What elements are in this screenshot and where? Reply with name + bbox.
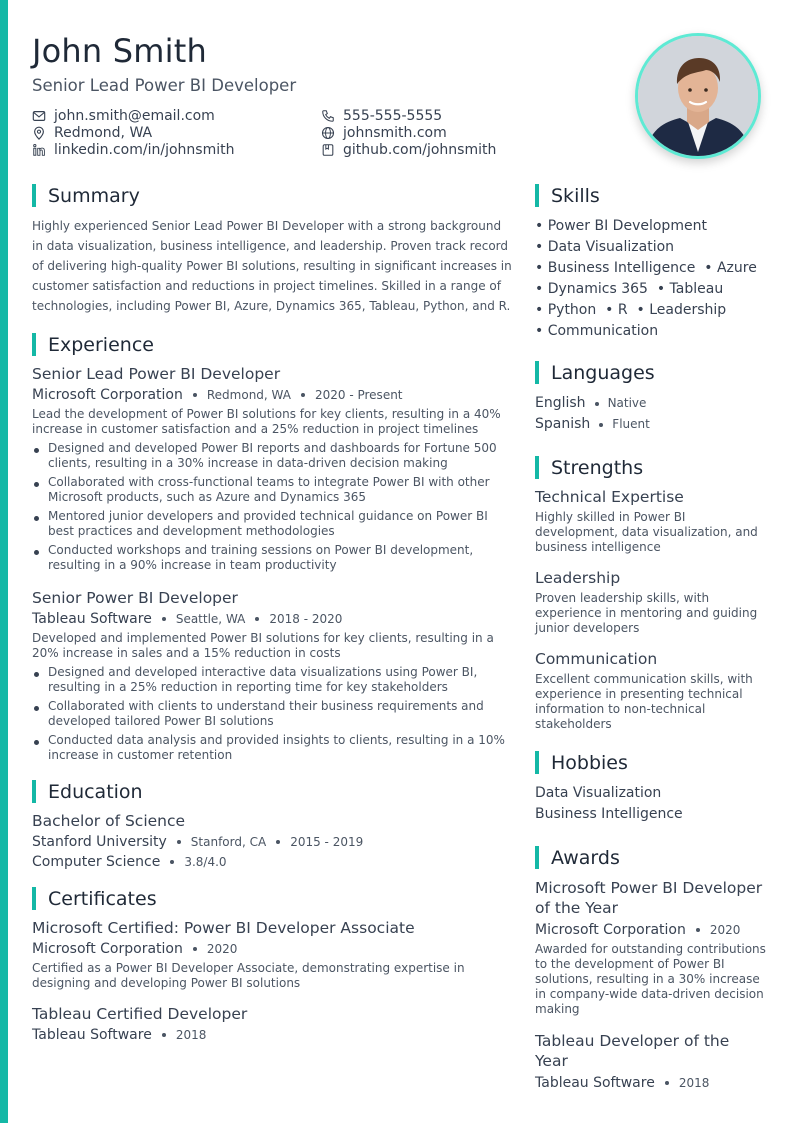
skill-item: R (617, 302, 628, 318)
summary-section (32, 183, 512, 316)
contact-phone[interactable] (321, 108, 442, 124)
certificate-issuer: Tableau Software (32, 1027, 152, 1043)
separator-dot (599, 423, 603, 427)
certificate-meta (32, 1027, 512, 1043)
job-location: Seattle, WA (175, 612, 246, 626)
section-heading (32, 779, 512, 804)
job-company: Microsoft Corporation (32, 387, 183, 403)
job-company: Tableau Software (32, 611, 152, 627)
certificate-year: 2018 (175, 1028, 207, 1042)
award-year: 2018 (678, 1076, 710, 1090)
award-meta (535, 1075, 767, 1091)
hobbies-section (535, 750, 767, 825)
profile-photo-illustration (638, 36, 758, 156)
job-title: Senior Lead Power BI Developer (32, 365, 281, 383)
language-item (535, 414, 767, 435)
education-meta (32, 834, 512, 850)
skills-line: • Communication (535, 323, 659, 339)
strength-description: Highly skilled in Power BI development, data visualization, and business intelligence (535, 510, 758, 554)
experience-heading: Experience (48, 333, 154, 356)
profile-photo (635, 33, 761, 159)
certificate-description: Certified as a Power BI Developer Associate, demonstrating expertise in designing and developing Power BI solutions (32, 961, 465, 990)
education-heading: Education (48, 780, 143, 803)
hobby-item: Business Intelligence (535, 806, 683, 822)
skill-item: Communication (547, 323, 659, 339)
job-bullet: Conducted workshops and training sessions on Power BI development, resulting in a 90% increase in team productivity (32, 543, 512, 573)
separator-dot (301, 393, 305, 397)
job-entry (32, 365, 512, 573)
job-meta (32, 611, 512, 627)
contact-location-text: Redmond, WA (54, 125, 153, 141)
separator-dot (696, 928, 700, 932)
separator-dot (276, 840, 280, 844)
awards-section (535, 845, 767, 1091)
contact-github[interactable] (321, 142, 496, 158)
skill-item: Data Visualization (547, 239, 675, 255)
skill-item: Python (547, 302, 597, 318)
job-entry (32, 589, 512, 763)
sidebar-column (535, 183, 767, 1095)
section-heading (535, 183, 767, 208)
candidate-name: John Smith (32, 32, 207, 70)
education-dates: 2015 - 2019 (290, 835, 364, 849)
job-description: Lead the development of Power BI solutions for key clients, resulting in a 40% increase in customer satisfaction and a 25% reduction in project timelines (32, 407, 501, 436)
section-heading (535, 455, 767, 480)
contact-linkedin[interactable] (32, 142, 234, 158)
award-issuer: Microsoft Corporation (535, 922, 686, 938)
contact-email-text: john.smith@email.com (54, 108, 215, 124)
award-title: Microsoft Power BI Developer of the Year (535, 879, 763, 917)
certificate-title: Tableau Certified Developer (32, 1005, 248, 1023)
github-icon (321, 143, 335, 157)
heading-accent (535, 361, 539, 384)
gpa: 3.8/4.0 (184, 855, 227, 869)
heading-accent (32, 780, 36, 803)
certificate-issuer: Microsoft Corporation (32, 941, 183, 957)
award-description: Awarded for outstanding contributions to the development of Power BI solutions, resulting in a 30% increase in company-wide data-driven decision making (535, 942, 766, 1016)
heading-accent (32, 333, 36, 356)
skill-item: Business Intelligence (547, 260, 696, 276)
mail-icon (32, 109, 46, 123)
separator-dot (162, 617, 166, 621)
strengths-section (535, 455, 767, 732)
contact-github-text: github.com/johnsmith (343, 142, 497, 158)
skills-section (535, 183, 767, 342)
skills-line: • Dynamics 365 • Tableau (535, 281, 724, 297)
heading-accent (535, 184, 539, 207)
skills-line: • Business Intelligence • Azure (535, 260, 757, 276)
awards-heading: Awards (551, 846, 620, 869)
certificates-section (32, 886, 512, 1043)
section-heading (32, 183, 512, 208)
field-of-study: Computer Science (32, 854, 161, 870)
separator-dot (170, 860, 174, 864)
job-bullets (32, 441, 512, 573)
language-level: Fluent (612, 417, 650, 431)
job-bullet: Designed and developed interactive data visualizations using Power BI, resulting in a 25% reduction in reporting time for key stakeholders (32, 665, 512, 695)
strength-title: Technical Expertise (535, 488, 684, 506)
skill-item: Leadership (649, 302, 727, 318)
job-bullets (32, 665, 512, 763)
skill-item: Azure (716, 260, 757, 276)
heading-accent (32, 184, 36, 207)
separator-dot (193, 947, 197, 951)
award-entry (535, 878, 767, 1017)
job-bullet: Collaborated with cross-functional teams to integrate Power BI with other Microsoft products, such as Azure and Dynamics 365 (32, 475, 512, 505)
heading-accent (32, 887, 36, 910)
skills-line: • Python • R • Leadership (535, 302, 727, 318)
award-year: 2020 (709, 923, 741, 937)
linkedin-icon (32, 143, 46, 157)
heading-accent (535, 456, 539, 479)
skill-item: Power BI Development (547, 218, 707, 234)
languages-heading: Languages (551, 361, 655, 384)
contact-email[interactable] (32, 108, 215, 124)
language-item (535, 393, 767, 414)
education-field-meta (32, 854, 512, 870)
hobby-item: Data Visualization (535, 785, 662, 801)
certificate-entry (32, 919, 512, 991)
strength-description: Proven leadership skills, with experience in mentoring and guiding junior developers (535, 591, 758, 635)
contact-website-text: johnsmith.com (343, 125, 447, 141)
language-level: Native (607, 396, 647, 410)
summary-heading: Summary (48, 184, 140, 207)
contact-location (32, 125, 152, 141)
certificate-year: 2020 (206, 942, 238, 956)
job-bullet: Collaborated with clients to understand their business requirements and developed tailored Power BI solutions (32, 699, 512, 729)
strength-item (535, 488, 767, 555)
award-entry (535, 1031, 767, 1091)
section-heading (535, 750, 767, 775)
language-name: English (535, 395, 586, 411)
main-column (32, 183, 512, 1047)
job-title: Senior Power BI Developer (32, 589, 238, 607)
award-meta (535, 922, 767, 938)
contact-phone-text: 555-555-5555 (343, 108, 443, 124)
skill-item: Tableau (669, 281, 724, 297)
languages-section (535, 360, 767, 435)
section-heading (32, 886, 512, 911)
experience-section (32, 332, 512, 763)
school-name: Stanford University (32, 834, 167, 850)
skills-heading: Skills (551, 184, 600, 207)
separator-dot (162, 1033, 166, 1037)
section-heading (535, 845, 767, 870)
job-bullet: Mentored junior developers and provided technical guidance on Power BI best practices and development methodologies (32, 509, 512, 539)
accent-bar (0, 0, 8, 1123)
job-bullet: Conducted data analysis and provided insights to clients, resulting in a 10% increase in customer retention (32, 733, 512, 763)
summary-text: Highly experienced Senior Lead Power BI Developer with a strong background in data visualization, business intelligence, and leadership. Proven track record of delivering high-quality Power BI solutions, resulting in significant increases in customer satisfaction and reductions in project timelines. Skilled in a range of technologies, including Power BI, Azure, Dynamics 365, Tableau, Python, and R. (32, 219, 512, 313)
award-title: Tableau Developer of the Year (535, 1032, 730, 1070)
phone-icon (321, 109, 335, 123)
education-section (32, 779, 512, 870)
section-heading (535, 360, 767, 385)
strength-title: Leadership (535, 569, 621, 587)
globe-icon (321, 126, 335, 140)
award-issuer: Tableau Software (535, 1075, 655, 1091)
separator-dot (595, 402, 599, 406)
job-location: Redmond, WA (206, 388, 291, 402)
contact-website[interactable] (321, 125, 447, 141)
job-bullet: Designed and developed Power BI reports and dashboards for Fortune 500 clients, resulting in a 30% increase in data-driven decision making (32, 441, 512, 471)
certificate-entry (32, 1005, 512, 1043)
job-dates: 2018 - 2020 (269, 612, 343, 626)
separator-dot (177, 840, 181, 844)
contact-linkedin-text: linkedin.com/in/johnsmith (54, 142, 235, 158)
strengths-heading: Strengths (551, 456, 644, 479)
degree-title: Bachelor of Science (32, 812, 186, 830)
skills-line: • Data Visualization (535, 239, 675, 255)
skills-line: • Power BI Development (535, 218, 707, 234)
heading-accent (535, 751, 539, 774)
separator-dot (255, 617, 259, 621)
job-dates: 2020 - Present (314, 388, 403, 402)
heading-accent (535, 846, 539, 869)
skills-list (535, 216, 767, 342)
certificate-title: Microsoft Certified: Power BI Developer Associate (32, 919, 415, 937)
strength-item (535, 569, 767, 636)
hobbies-heading: Hobbies (551, 751, 628, 774)
strength-title: Communication (535, 650, 658, 668)
certificates-heading: Certificates (48, 887, 157, 910)
certificate-meta (32, 941, 512, 957)
candidate-title: Senior Lead Power BI Developer (32, 76, 297, 95)
strength-description: Excellent communication skills, with experience in presenting technical information to non-technical stakeholders (535, 672, 753, 731)
job-description: Developed and implemented Power BI solutions for key clients, resulting in a 20% increase in sales and a 15% reduction in costs (32, 631, 494, 660)
location-pin-icon (32, 126, 46, 140)
school-location: Stanford, CA (190, 835, 267, 849)
language-name: Spanish (535, 416, 591, 432)
skill-item: Dynamics 365 (547, 281, 648, 297)
separator-dot (193, 393, 197, 397)
section-heading (32, 332, 512, 357)
job-meta (32, 387, 512, 403)
strength-item (535, 650, 767, 732)
separator-dot (665, 1081, 669, 1085)
resume-header (32, 30, 772, 170)
